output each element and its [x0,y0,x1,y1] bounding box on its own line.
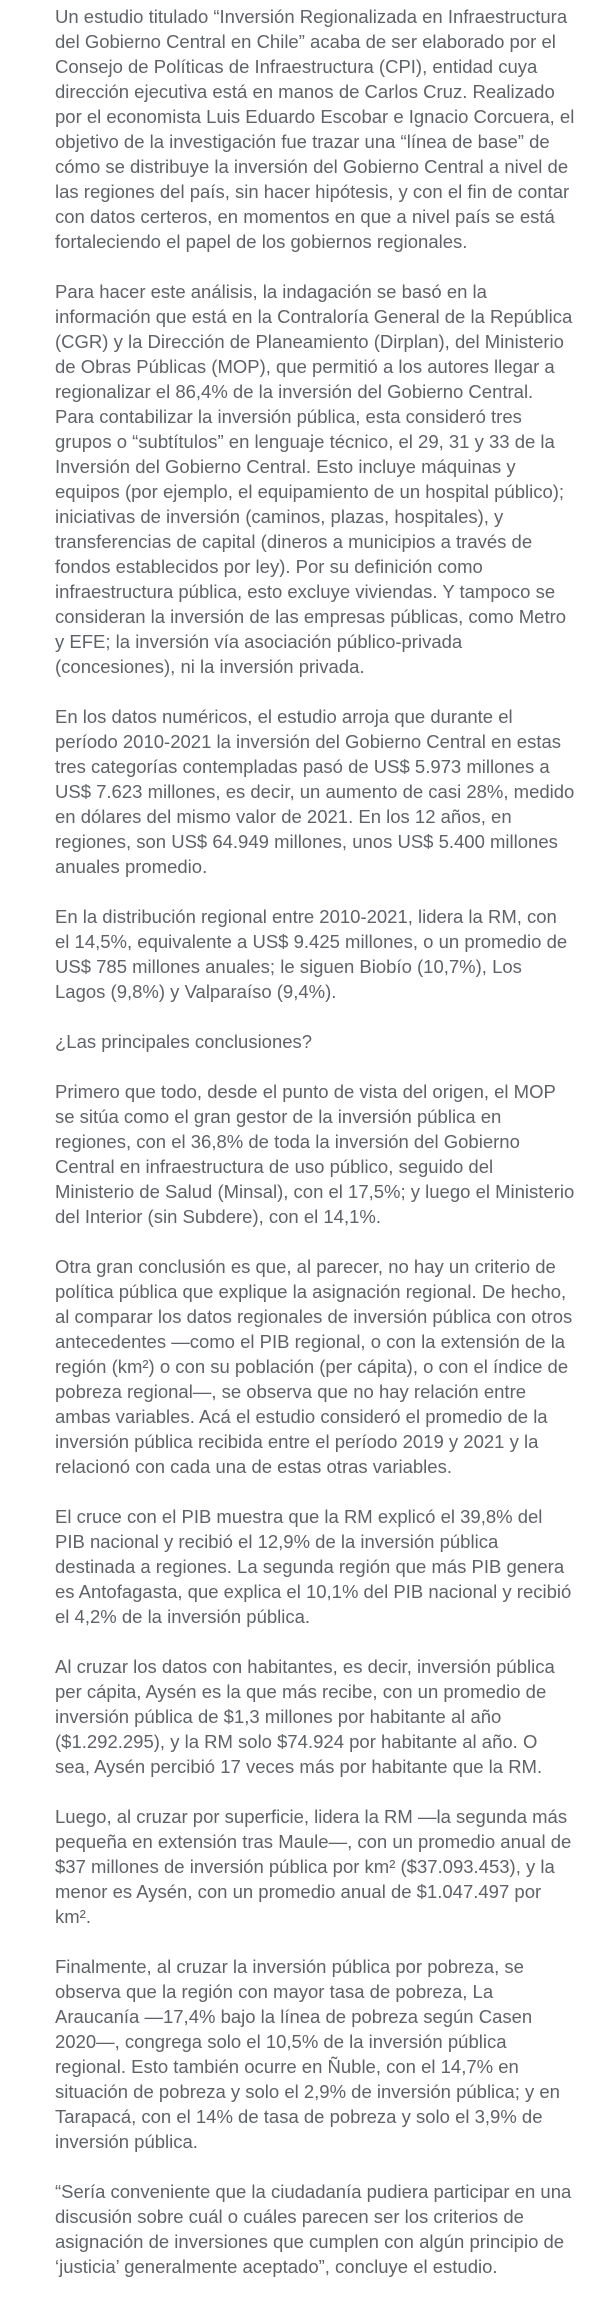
paragraph-per-capita-cross: Al cruzar los datos con habitantes, es decir, inversión pública per cápita, Aysén es la que más recibe, con un promedio de inversión pública de $1,3 millones por habitante al año ($1.292.295), y la RM solo $74.924 por habitante al año. O sea, Aysén percibió 17 veces más por habitante que la RM. [55,1656,555,1777]
paragraph-conclusions-question: ¿Las principales conclusiones? [55,1031,313,1052]
paragraph-surface-cross: Luego, al cruzar por superficie, lidera la RM —la segunda más pequeña en extensión tras Maule—, con un promedio anual de $37 millones de inversión pública por km² ($37.093.453), y la menor es Aysén, con un promedio anual de $1.047.497 por km². [55,1806,572,1927]
paragraph-study-intro: Un estudio titulado “Inversión Regionalizada en Infraestructura del Gobierno Central en Chile” acaba de ser elaborado por el Consejo de Políticas de Infraestructura (CPI), entidad cuya dirección ejecutiva está en manos de Carlos Cruz. Realizado por el economista Luis Eduardo Escobar e Ignacio Corcuera, el objetivo de la investigación fue trazar una “línea de base” de cómo se distribuye la inversión del Gobierno Central a nivel de las regiones del país, sin hacer hipótesis, y con el fin de contar con datos certeros, en momentos en que a nivel país se está fortaleciendo el papel de los gobiernos regionales. [55,6,575,252]
paragraph-numeric-data: En los datos numéricos, el estudio arroja que durante el período 2010-2021 la inversión del Gobierno Central en estas tres categorías contempladas pasó de US$ 5.973 millones a US$ 7.623 millones, es decir, un aumento de casi 28%, medido en dólares del mismo valor de 2021. En los 12 años, en regiones, son US$ 64.949 millones, unos US$ 5.400 millones anuales promedio. [55,706,575,877]
paragraph-pib-cross: El cruce con el PIB muestra que la RM explicó el 39,8% del PIB nacional y recibió el 12,9% de la inversión pública destinada a regiones. La segunda región que más PIB genera es Antofagasta, que explica el 10,1% del PIB nacional y recibió el 4,2% de la inversión pública. [55,1506,572,1627]
paragraph-closing-quote: “Sería conveniente que la ciudadanía pudiera participar en una discusión sobre cuál o cuáles parecen ser los criterios de asignación de inversiones que cumplen con algún principio de ‘justicia’ generalmente aceptado”, concluye el estudio. [55,2181,572,2277]
paragraph-no-policy-criterion: Otra gran conclusión es que, al parecer, no hay un criterio de política pública que explique la asignación regional. De hecho, al comparar los datos regionales de inversión pública con otros antecedentes —como el PIB regional, o con la extensión de la región (km²) o con su población (per cápita), o con el índice de pobreza regional—, se observa que no hay relación entre ambas variables. Acá el estudio consideró el promedio de la inversión pública recibida entre el período 2019 y 2021 y la relacionó con cada una de estas otras variables. [55,1256,573,1477]
paragraph-mop-share: Primero que todo, desde el punto de vista del origen, el MOP se sitúa como el gran gestor de la inversión pública en regiones, con el 36,8% de toda la inversión del Gobierno Central en infraestructura de uso público, seguido del Ministerio de Salud (Minsal), con el 17,5%; y luego el Ministerio del Interior (sin Subdere), con el 14,1%. [55,1081,575,1227]
paragraph-regional-distribution: En la distribución regional entre 2010-2021, lidera la RM, con el 14,5%, equivalente a US$ 9.425 millones, o un promedio de US$ 785 millones anuales; le siguen Biobío (10,7%), Los Lagos (9,8%) y Valparaíso (9,4%). [55,906,568,1002]
paragraph-methodology: Para hacer este análisis, la indagación se basó en la información que está en la Contraloría General de la República (CGR) y la Dirección de Planeamiento (Dirplan), del Ministerio de Obras Públicas (MOP), que permitió a los autores llegar a regionalizar el 86,4% de la inversión del Gobierno Central. Para contabilizar la inversión pública, esta consideró tres grupos o “subtítulos” en lenguaje técnico, el 29, 31 y 33 de la Inversión del Gobierno Central. Esto incluye máquinas y equipos (por ejemplo, el equipamiento de un hospital público); iniciativas de inversión (caminos, plazas, hospitales), y transferencias de capital (dineros a municipios a través de fondos establecidos por ley). Por su definición como infraestructura pública, esto excluye viviendas. Y tampoco se consideran la inversión de las empresas públicas, como Metro y EFE; la inversión vía asociación público-privada (concesiones), ni la inversión privada. [55,281,573,677]
paragraph-poverty-cross: Finalmente, al cruzar la inversión pública por pobreza, se observa que la región con mayor tasa de pobreza, La Araucanía —17,4% bajo la línea de pobreza según Casen 2020—, congrega solo el 10,5% de la inversión pública regional. Esto también ocurre en Ñuble, con el 14,7% en situación de pobreza y solo el 2,9% de inversión pública; y en Tarapacá, con el 14% de tasa de pobreza y solo el 3,9% de inversión pública. [55,1956,560,2152]
